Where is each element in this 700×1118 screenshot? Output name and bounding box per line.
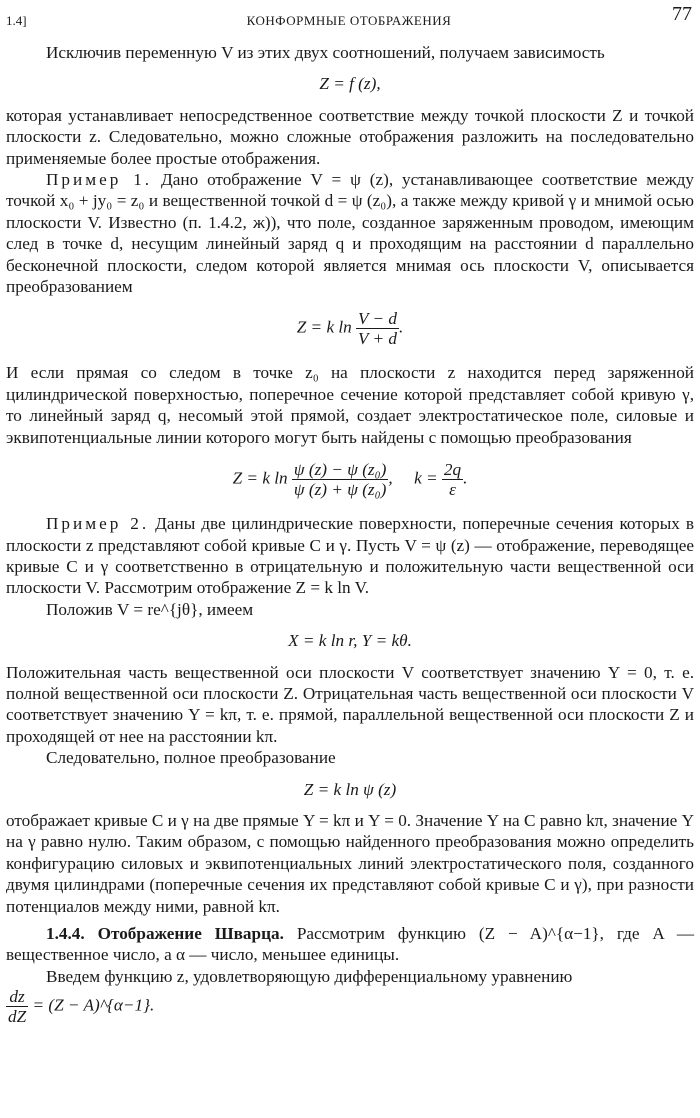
chapter-title: КОНФОРМНЫЕ ОТОБРАЖЕНИЯ [246,13,452,28]
equation: Z = k ln $\frac{\text{ψ (z) − ψ (z₀)}}{\text{ψ (z) + ψ (z₀)}}$ , k = $\frac{2q}{\varepsilon}$ . [232,460,468,500]
section-heading: 1.4.4. Отображение Шварца. [46,924,284,943]
paragraph: Введем функцию z, удовлетворяющую дифференциальному уравнению [46,966,573,986]
page-body [6,36,694,1026]
equation: Z = k ln ψ (z) [303,779,397,799]
example-label: Пример 1. [46,170,153,190]
paragraph: отображает кривые C и γ на две прямые Y = kπ и Y = 0. Значение Y на C равно kπ, значение Y на γ равно нулю. Таким образом, с помощью найденного преобразования можно определить конфигурацию силовых и эквипотенциальных линий электростатического поля, созданного двумя цилиндрами (поперечные сечения их представляют собой кривые C и γ), при разности потенциалов между ними, равной kπ. [6,810,694,916]
equation: $\frac{dz}{dZ}$ = (Z − A)^{α−1}. [8,987,155,1027]
paragraph: Положив V = re^{jθ}, имеем [46,599,254,619]
equation: X = k ln r, Y = kθ. [288,631,412,651]
paragraph-text: Рассмотрим функцию (Z − A)^{α−1}, где A — вещественное число, а α — число, меньшее единицы. [6,924,695,965]
page-number: 77 [672,3,692,25]
paragraph: Следовательно, полное преобразование [46,748,336,768]
paragraph: И если прямая со следом в точке z₀ на плоскости z находится перед заряженной цилиндрической поверхностью, поперечное сечение которой представляет собой кривую γ, то линейный заряд q, несомый этой прямой, создает электростатическое поле, силовые и эквипотенциальные линии которого могут быть найдены с помощью преобразования [6,363,694,447]
paragraph: Положительная часть вещественной оси плоскости V соответствует значению Y = 0, т. е. полной вещественной оси плоскости Z. Отрицательная часть вещественной оси плоскости V соответствует значению Y = kπ, т. е. прямой, параллельной вещественной оси плоскости Z и проходящей от нее на расстоянии kπ. [6,662,694,746]
fraction: $\frac{\text{ψ (z) − ψ (z₀)}}{\text{ψ (z) + ψ (z₀)}}$ [293,460,387,500]
paragraph [6,513,694,599]
fraction: $\frac{V - d}{V + d}$ [358,309,398,349]
running-header [6,4,692,28]
equation: Z = k ln $\frac{V - d}{V + d}$ . [296,309,404,349]
paragraph: которая устанавливает непосредственное соответствие между точкой плоскости Z и точкой плоскости z. Следовательно, можно сложные отображения разложить на последовательно применяемые более простые отображения. [6,105,694,168]
fraction: $\frac{2q}{\varepsilon}$ [443,460,462,500]
equation: Z = f (z), [319,74,381,94]
section-number: 1.4] [6,13,27,28]
paragraph-text: Дано отображение V = ψ (z), устанавливающее соответствие между точкой x₀ + jy₀ = z₀ и вещественной точкой d = ψ (z₀), а также между кривой γ и мнимой осью плоскости V. Известно (п. 1.4.2, ж)), что поле, созданное заряженным проводом, имеющим след в точке d, несущим линейный заряд q и проходящим на расстоянии d параллельно бесконечной плоскости, следом которой является мнимая ось плоскости V, описывается преобразованием [6,170,695,297]
example-label: Пример 2. [46,514,150,534]
paragraph [6,169,694,297]
fraction: $\frac{dz}{dZ}$ [8,987,27,1027]
paragraph [6,923,694,966]
paragraph: Исключив переменную V из этих двух соотношений, получаем зависимость [46,43,605,62]
paragraph-text: Даны две цилиндрические поверхности, поперечные сечения которых в плоскости z представляют собой кривые C и γ. Пусть V = ψ (z) — отображение, переводящее кривые C и γ соответственно в отрицательную и положительную части вещественной оси плоскости V. Рассмотрим отображение Z = k ln V. [6,514,694,598]
